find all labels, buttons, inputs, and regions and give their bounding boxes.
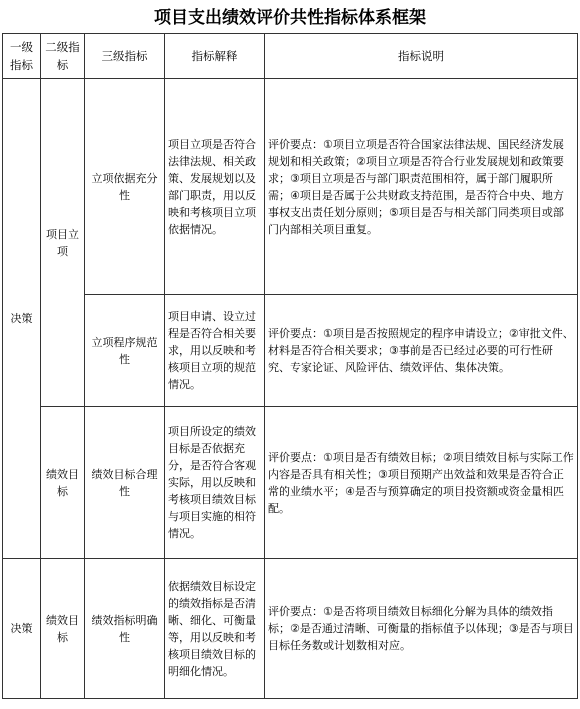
level1-cell: 决策	[3, 79, 41, 559]
table-row	[3, 79, 578, 295]
explanation-cell: 项目申请、设立过程是否符合相关要求，用以反映和考核项目立项的规范情况。	[165, 295, 265, 407]
table-row	[3, 559, 578, 699]
explanation-cell: 项目所设定的绩效目标是否依据充分，是否符合客观实际，用以反映和考核项目绩效目标与项目实施的相符情况。	[165, 407, 265, 559]
level2-cell: 绩效目标	[41, 559, 85, 699]
header-level3: 三级指标	[85, 34, 165, 79]
level3-cell: 绩效目标合理性	[85, 407, 165, 559]
level1-cell: 决策	[3, 559, 41, 699]
level2-cell: 项目立项	[41, 79, 85, 407]
description-cell: 评价要点：①项目是否按照规定的程序申请设立；②审批文件、材料是否符合相关要求；③事前是否已经过必要的可行性研究、专家论证、风险评估、绩效评估、集体决策。	[265, 295, 578, 407]
level3-cell: 立项程序规范性	[85, 295, 165, 407]
explanation-cell: 依据绩效目标设定的绩效指标是否清晰、细化、可衡量等，用以反映和考核项目绩效目标的明细化情况。	[165, 559, 265, 699]
description-cell: 评价要点：①项目是否有绩效目标；②项目绩效目标与实际工作内容是否具有相关性；③项目预期产出效益和效果是否符合正常的业绩水平；④是否与预算确定的项目投资额或资金量相匹配。	[265, 407, 578, 559]
table-row	[3, 407, 578, 559]
explanation-cell: 项目立项是否符合法律法规、相关政策、发展规划以及部门职责，用以反映和考核项目立项依据情况。	[165, 79, 265, 295]
header-level2: 二级指标	[41, 34, 85, 79]
description-cell: 评价要点：①项目立项是否符合国家法律法规、国民经济发展规划和相关政策；②项目立项是否符合行业发展规划和政策要求；③项目立项是否与部门职责范围相符，属于部门履职所需；④项目是否属于公共财政支持范围，是否符合中央、地方事权支出责任划分原则；⑤项目是否与相关部门同类项目或部门内部相关项目重复。	[265, 79, 578, 295]
level3-cell: 立项依据充分性	[85, 79, 165, 295]
page-title: 项目支出绩效评价共性指标体系框架	[154, 8, 426, 28]
header-explanation: 指标解释	[165, 34, 265, 79]
header-level1: 一级指标	[3, 34, 41, 79]
level3-cell: 绩效指标明确性	[85, 559, 165, 699]
indicator-table	[2, 33, 578, 699]
table-header-row	[3, 34, 578, 79]
description-cell: 评价要点：①是否将项目绩效目标细化分解为具体的绩效指标；②是否通过清晰、可衡量的指标值予以体现；③是否与项目目标任务数或计划数相对应。	[265, 559, 578, 699]
level2-cell: 绩效目标	[41, 407, 85, 559]
table-row	[3, 295, 578, 407]
header-description: 指标说明	[265, 34, 578, 79]
